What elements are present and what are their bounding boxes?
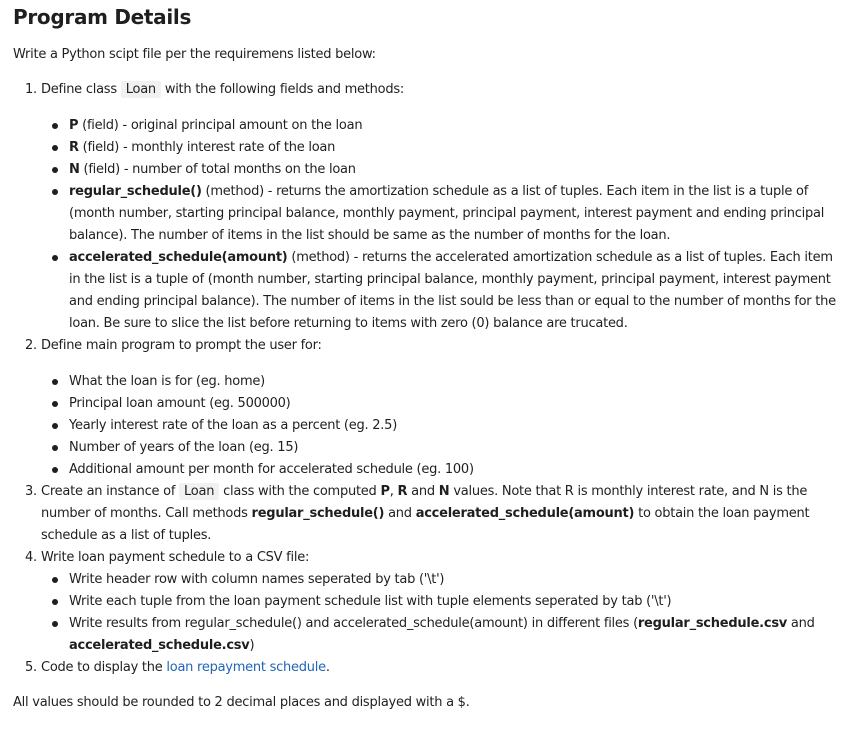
step-number: 1.	[25, 82, 37, 97]
step-text: ,	[389, 484, 394, 499]
list-item	[69, 393, 839, 415]
list-item-text: )	[249, 638, 255, 653]
outro-text: All values should be rounded to 2 decimal places and displayed with a $.	[13, 695, 470, 710]
list-item	[69, 459, 839, 481]
bullet-icon	[52, 255, 58, 261]
list-item-text: Yearly interest rate of the loan as a percent (eg. 2.5)	[69, 418, 398, 433]
member-name: N	[69, 162, 80, 177]
step-text: .	[325, 660, 330, 675]
step-text: class with the computed	[223, 484, 377, 499]
member-name: P	[69, 118, 79, 133]
filename-accelerated: accelerated_schedule.csv	[69, 638, 250, 653]
bullet-icon	[52, 145, 58, 151]
list-item-text: Write each tuple from the loan payment schedule list with tuple elements seperated by tab ('\t')	[69, 594, 672, 609]
bullet-icon	[52, 167, 58, 173]
list-item-text: and	[790, 616, 815, 631]
inline-code-loan: Loan	[179, 483, 219, 500]
loan-members-list	[69, 115, 839, 335]
csv-steps-list	[69, 569, 839, 657]
step-text: values. Note that R is monthly interest rate, and N is the number of months. Call methods	[41, 484, 808, 521]
step-text: Define main program to prompt the user for:	[41, 338, 322, 353]
step-text: Code to display the	[41, 660, 163, 675]
step-4	[25, 547, 841, 569]
page-title: Program Details	[13, 5, 192, 29]
list-item	[69, 591, 839, 613]
bullet-icon	[52, 599, 58, 605]
prompt-list	[69, 371, 839, 481]
bullet-icon	[52, 621, 58, 627]
list-item-text: Write results from regular_schedule() and accelerated_schedule(amount) in different files (	[69, 616, 638, 631]
bullet-icon	[52, 189, 58, 195]
step-text: to obtain the loan payment schedule as a list of tuples.	[41, 506, 810, 543]
member-name: accelerated_schedule(amount)	[69, 250, 288, 265]
loan-repayment-schedule-link[interactable]: loan repayment schedule	[166, 660, 326, 675]
member-desc: (field) - number of total months on the loan	[79, 162, 356, 177]
list-item	[69, 137, 839, 159]
method-accelerated: accelerated_schedule(amount)	[415, 506, 635, 521]
bullet-icon	[52, 123, 58, 129]
step-number: 2.	[25, 338, 37, 353]
list-item-text: Write header row with column names seperated by tab ('\t')	[69, 572, 445, 587]
field-p: P	[380, 484, 390, 499]
list-item	[69, 613, 839, 657]
intro-text: Write a Python scipt file per the requiremens listed below:	[13, 47, 376, 62]
step-number: 5.	[25, 660, 37, 675]
member-name: R	[69, 140, 79, 155]
bullet-icon	[52, 577, 58, 583]
list-item-text: Principal loan amount (eg. 500000)	[69, 396, 291, 411]
list-item	[69, 247, 839, 335]
list-item	[69, 415, 839, 437]
step-text: and	[388, 506, 412, 521]
member-desc: (method) - returns the amortization schedule as a list of tuples. Each item in the list is a tuple of (month number, starting principal balance, monthly payment, principal payment, interest payment and ending principal balance). The number of items in the list should be same as the number of months for the loan.	[69, 184, 825, 243]
list-item-text: Number of years of the loan (eg. 15)	[69, 440, 299, 455]
list-item	[69, 115, 839, 137]
list-item	[69, 159, 839, 181]
step-text: Write loan payment schedule to a CSV file:	[41, 550, 310, 565]
list-item	[69, 371, 839, 393]
member-desc: (method) - returns the accelerated amortization schedule as a list of tuples. Each item in the list is a tuple of (month number, starting principal balance, monthly payment, principal payment, interest payment and ending principal balance). The number of items in the list sould be less than or equal to the number of months for the loan. Be sure to slice the list before returning to items with zero (0) balance are trucated.	[69, 250, 836, 331]
filename-regular: regular_schedule.csv	[637, 616, 788, 631]
bullet-icon	[52, 379, 58, 385]
list-item	[69, 181, 839, 247]
method-regular: regular_schedule()	[251, 506, 385, 521]
bullet-icon	[52, 467, 58, 473]
member-name: regular_schedule()	[69, 184, 202, 199]
bullet-icon	[52, 423, 58, 429]
field-r: R	[397, 484, 408, 499]
step-text: and	[411, 484, 435, 499]
list-item-text: Additional amount per month for accelerated schedule (eg. 100)	[69, 462, 474, 477]
step-2	[25, 335, 841, 357]
step-5	[25, 657, 841, 679]
list-item-text: What the loan is for (eg. home)	[69, 374, 265, 389]
step-text: Create an instance of	[41, 484, 176, 499]
bullet-icon	[52, 445, 58, 451]
step-text: with the following fields and methods:	[164, 82, 404, 97]
list-item	[69, 569, 839, 591]
list-item	[69, 437, 839, 459]
step-number: 3.	[25, 484, 37, 499]
step-text: Define class	[41, 82, 117, 97]
inline-code-loan: Loan	[121, 81, 161, 98]
step-number: 4.	[25, 550, 37, 565]
step-3	[25, 481, 841, 547]
field-n: N	[438, 484, 450, 499]
member-desc: (field) - monthly interest rate of the loan	[78, 140, 336, 155]
step-1	[25, 79, 841, 101]
bullet-icon	[52, 401, 58, 407]
member-desc: (field) - original principal amount on the loan	[78, 118, 363, 133]
